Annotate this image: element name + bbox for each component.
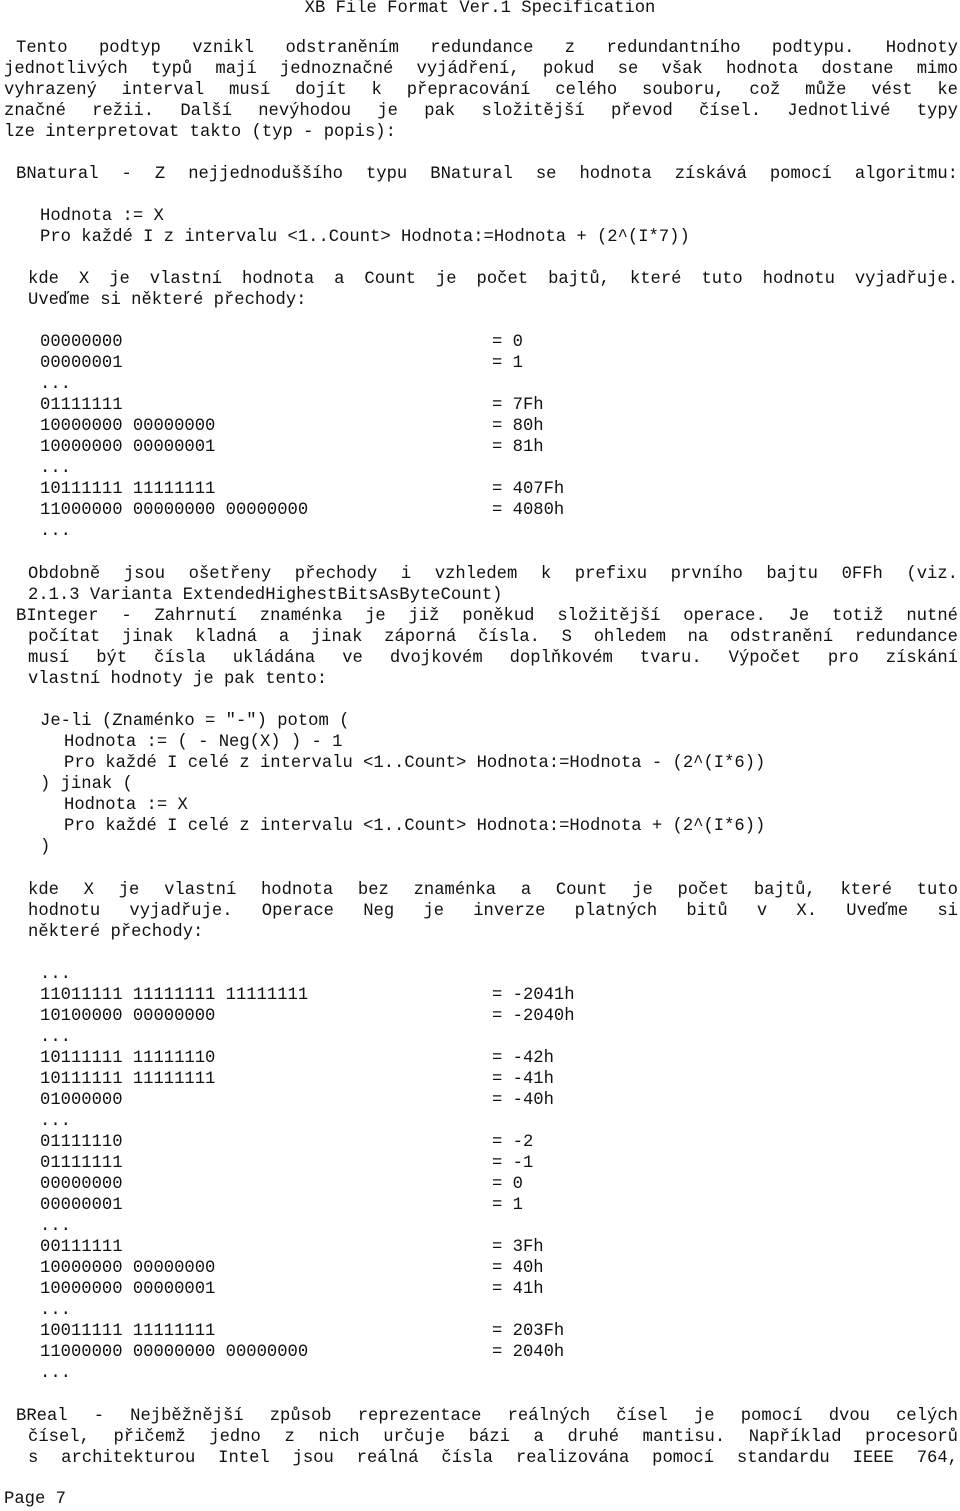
code-line: Pro každé I z intervalu <1..Count> Hodnota:=Hodnota + (2^(I*7)) <box>40 228 690 247</box>
table-binary: ... <box>40 965 71 984</box>
table-binary: 00000000 <box>40 1175 123 1194</box>
text-line: značné režii. Další nevýhodou je pak složitější převod čísel. Jednotlivé typy <box>4 102 958 121</box>
code-line: Pro každé I celé z intervalu <1..Count> Hodnota:=Hodnota - (2^(I*6)) <box>64 754 766 773</box>
text-line: čísel, přičemž jedno z nich určuje bázi a druhé mantisu. Například procesorů <box>28 1428 958 1447</box>
code-line: ) <box>40 838 51 857</box>
table-value: = 1 <box>492 354 523 373</box>
table-value: = 80h <box>492 417 544 436</box>
text-line: 2.1.3 Varianta ExtendedHighestBitsAsByteCount) <box>28 586 503 605</box>
page-number: Page 7 <box>4 1490 66 1509</box>
table-value: = 203Fh <box>492 1322 565 1341</box>
text-line: některé přechody: <box>28 923 204 942</box>
page-title: XB File Format Ver.1 Specification <box>304 0 656 18</box>
table-binary: ... <box>40 1364 71 1383</box>
table-value: = 40h <box>492 1259 544 1278</box>
table-binary: 10000000 00000001 <box>40 438 216 457</box>
table-binary: ... <box>40 375 71 394</box>
table-value: = 41h <box>492 1280 544 1299</box>
table-binary: 11000000 00000000 00000000 <box>40 501 309 520</box>
table-binary: 11011111 11111111 11111111 <box>40 986 309 1005</box>
text-line: Obdobně jsou ošetřeny přechody i vzhledem k prefixu prvního bajtu 0FFh (viz. <box>28 565 958 584</box>
table-value: = -42h <box>492 1049 554 1068</box>
table-binary: ... <box>40 1217 71 1236</box>
table-binary: 10111111 11111110 <box>40 1049 216 1068</box>
code-line: ) jinak ( <box>40 775 133 794</box>
table-value: = 0 <box>492 333 523 352</box>
text-line: musí být čísla ukládána ve dvojkovém doplňkovém tvaru. Výpočet pro získání <box>28 649 958 668</box>
table-value: = -41h <box>492 1070 554 1089</box>
text-line: hodnotu vyjadřuje. Operace Neg je inverze platných bitů v X. Uveďme si <box>28 902 958 921</box>
text-line: počítat jinak kladná a jinak záporná čísla. S ohledem na odstranění redundance <box>28 628 958 647</box>
table-binary: 10000000 00000000 <box>40 417 216 436</box>
table-binary: ... <box>40 522 71 541</box>
table-value: = -2041h <box>492 986 575 1005</box>
code-line: Pro každé I celé z intervalu <1..Count> Hodnota:=Hodnota + (2^(I*6)) <box>64 817 766 836</box>
table-value: = 0 <box>492 1175 523 1194</box>
text-line: BInteger - Zahrnutí znaménka je již poněkud složitější operace. Je totiž nutné <box>16 607 958 626</box>
table-binary: 11000000 00000000 00000000 <box>40 1343 309 1362</box>
table-binary: 10111111 11111111 <box>40 1070 216 1089</box>
table-binary: 01111111 <box>40 396 123 415</box>
table-value: = -2040h <box>492 1007 575 1026</box>
text-line: kde X je vlastní hodnota a Count je počet bajtů, které tuto hodnotu vyjadřuje. <box>28 270 958 289</box>
table-value: = 407Fh <box>492 480 565 499</box>
table-value: = 3Fh <box>492 1238 544 1257</box>
table-value: = 1 <box>492 1196 523 1215</box>
table-binary: 00000001 <box>40 354 123 373</box>
text-line: Tento podtyp vznikl odstraněním redundance z redundantního podtypu. Hodnoty <box>16 39 958 58</box>
text-line: kde X je vlastní hodnota bez znaménka a Count je počet bajtů, které tuto <box>28 881 958 900</box>
table-value: = 81h <box>492 438 544 457</box>
text-line: lze interpretovat takto (typ - popis): <box>4 123 396 142</box>
code-line: Hodnota := ( - Neg(X) ) - 1 <box>64 733 343 752</box>
table-binary: 00111111 <box>40 1238 123 1257</box>
table-binary: 10000000 00000001 <box>40 1280 216 1299</box>
table-binary: ... <box>40 1028 71 1047</box>
table-binary: ... <box>40 1301 71 1320</box>
text-line: vlastní hodnoty je pak tento: <box>28 670 328 689</box>
table-binary: 10000000 00000000 <box>40 1259 216 1278</box>
table-binary: 00000000 <box>40 333 123 352</box>
table-binary: ... <box>40 459 71 478</box>
table-value: = 7Fh <box>492 396 544 415</box>
table-value: = 2040h <box>492 1343 565 1362</box>
table-binary: 10100000 00000000 <box>40 1007 216 1026</box>
table-binary: 10111111 11111111 <box>40 480 216 499</box>
table-binary: ... <box>40 1112 71 1131</box>
code-line: Hodnota := X <box>40 207 164 226</box>
table-binary: 01111110 <box>40 1133 123 1152</box>
text-line: s architekturou Intel jsou reálná čísla realizována pomocí standardu IEEE 764, <box>28 1449 958 1468</box>
text-line: vyhrazený interval musí dojít k přepracování celého souboru, což může vést ke <box>4 81 958 100</box>
table-value: = -40h <box>492 1091 554 1110</box>
table-value: = -1 <box>492 1154 534 1173</box>
table-binary: 01000000 <box>40 1091 123 1110</box>
code-line: Je-li (Znaménko = "-") potom ( <box>40 712 350 731</box>
table-value: = -2 <box>492 1133 534 1152</box>
table-binary: 01111111 <box>40 1154 123 1173</box>
table-value: = 4080h <box>492 501 565 520</box>
table-binary: 00000001 <box>40 1196 123 1215</box>
code-line: Hodnota := X <box>64 796 188 815</box>
text-line: jednotlivých typů mají jednoznačné vyjádření, pokud se však hodnota dostane mimo <box>4 60 958 79</box>
text-line: Uveďme si některé přechody: <box>28 291 307 310</box>
table-binary: 10011111 11111111 <box>40 1322 216 1341</box>
text-line: BReal - Nejběžnější způsob reprezentace reálných čísel je pomocí dvou celých <box>16 1407 958 1426</box>
text-line: BNatural - Z nejjednoduššího typu BNatural se hodnota získává pomocí algoritmu: <box>16 165 958 184</box>
